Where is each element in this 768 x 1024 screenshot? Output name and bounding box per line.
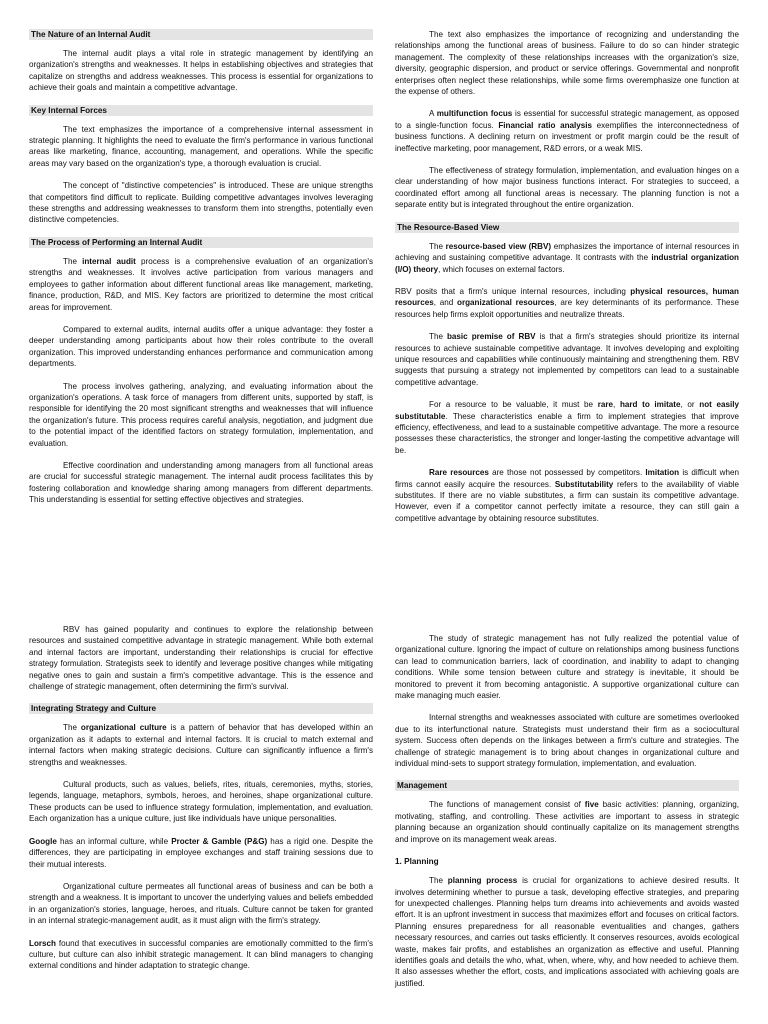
paragraph: The study of strategic management has not fully realized the potential value of organizational culture. Ignoring the impact of culture on relationships among business functions can lead to communication barriers, lack of coordination, and inability to adapt to changing conditions. While some tension between culture and strategy is inevitable, it should be monitored to prevent it from becoming antagonistic. A supportive organizational culture can make managing much easier. <box>395 634 739 701</box>
heading-key-internal-forces: Key Internal Forces <box>29 105 373 116</box>
heading-integrating-strategy-culture: Integrating Strategy and Culture <box>29 703 373 714</box>
paragraph: Internal strengths and weaknesses associated with culture are sometimes overlooked due to its interfunctional nature. Strategists must understand their firm as a sociocultural system. Success often depends on the linkages between a firm's culture and strategies. The challenge of strategic management is to bring about changes in organizational culture and individual mind-sets to support strategy formulation, implementation, and evaluation. <box>395 713 739 769</box>
paragraph: Effective coordination and understanding among managers from all functional areas are crucial for successful strategic management. The internal audit process facilitates this by fostering collaboration and knowledge sharing among managers from different departments. This understanding is essential for setting effective objectives and strategies. <box>29 460 373 505</box>
paragraph: Rare resources are those not possessed by competitors. Imitation is difficult when firms cannot easily acquire the resources. Substitutability refers to the availability of viable substitutes. If there are no viable substitutes, a firm can sustain its competitive advantage. However, even if a competitor cannot perfectly imitate a resource, they can still gain a competitive advantage by obtaining resource substitutes. <box>395 468 739 523</box>
heading-process-internal-audit: The Process of Performing an Internal Audit <box>29 237 373 248</box>
column-bottom-left <box>29 624 373 983</box>
paragraph: The basic premise of RBV is that a firm's strategies should prioritize its internal resources to achieve sustainable competitive advantage. It involves developing and exploiting unique resources and capabilities while continuously maintaining and strengthening them. RBV suggests that pursuing a strategy not implemented by competitors can lead to a sustainable competitive advantage. <box>395 332 740 387</box>
paragraph: The concept of "distinctive competencies" is introduced. These are unique strengths that competitors find difficult to replicate. Building competitive advantages involves leveraging these strengths and addressing weaknesses to transform them into strengths, potentially even distinctive competencies. <box>29 181 373 225</box>
paragraph: For a resource to be valuable, it must be rare, hard to imitate, or not easily substitutable. These characteristics enable a firm to implement strategies that improve efficiency, effectiveness, and lead to a sustainable competitive advantage. The more a resource possesses these characteristics, the stronger and longer-lasting the competitive advantage will be. <box>395 400 740 455</box>
paragraph: The resource-based view (RBV) emphasizes the importance of internal resources in achieving and sustaining competitive advantage. It contrasts with the industrial organization (I/O) theory, which focuses on external factors. <box>395 241 739 274</box>
column-bottom-right <box>395 633 739 1000</box>
column-top-right <box>395 29 739 535</box>
paragraph: Organizational culture permeates all functional areas of business and can be both a strength and a weakness. It is important to uncover the underlying values and beliefs embedded in an organization's stories, language, heroes, and rituals. Culture cannot be taken for granted in an internal strategic-management audit, as it must align with the firm's strategy. <box>29 881 373 926</box>
paragraph: The organizational culture is a pattern of behavior that has developed within an organization as it adapts to external and internal factors. It is crucial to match external and internal factors when making strategic decisions. Culture can significantly influence a firm's strengths and weaknesses. <box>29 723 373 767</box>
paragraph: The effectiveness of strategy formulation, implementation, and evaluation hinges on a clear understanding of how major business functions interact. For strategies to succeed, a coordinated effort among all functional areas is necessary. The planning function is not a separate entity but is integrated throughout the entire organization. <box>395 166 739 210</box>
paragraph: RBV posits that a firm's unique internal resources, including physical resources, human resources, and organizational resources, are key determinants of its performance. These resources help firms exploit opportunities and neutralize threats. <box>395 286 739 319</box>
paragraph: Cultural products, such as values, beliefs, rites, rituals, ceremonies, myths, stories, legends, language, metaphors, symbols, heroes, and heroines, shape organizational culture. These products can be used to influence strategy formulation, implementation, and evaluation. Each organization has a unique culture, just like individuals have unique personalities. <box>29 780 373 824</box>
paragraph: The text also emphasizes the importance of recognizing and understanding the relationships among the functional areas of business. Failure to do so can hinder strategic management. The complexity of these relationships increases with the organization's size, diversity, geographic dispersion, and product or service offerings. Governmental and nonprofit enterprises often neglect these relationships, while some firms overemphasize one function at the expense of others. <box>395 30 739 97</box>
paragraph: Google has an informal culture, while Procter & Gamble (P&G) has a rigid one. Despite the differences, they are participating in employee exchanges and staff training sessions due to their mutual interests. <box>29 836 373 869</box>
heading-nature-internal-audit: The Nature of an Internal Audit <box>29 29 373 40</box>
heading-resource-based-view: The Resource-Based View <box>395 222 739 233</box>
paragraph: Compared to external audits, internal audits offer a unique advantage: they foster a deeper understanding among participants about how their roles contribute to the overall organization. This improved understanding enhances performance and communication among departments. <box>29 324 373 369</box>
paragraph: The planning process is crucial for organizations to achieve desired results. It involves determining whether to pursue a task, developing effective strategies, and preparing for unexpected challenges. Planning helps turn dreams into achievements and avoids wasted effort. It is an upfront investment in success that maximizes effort and focuses on critical factors. Planning ensures preparedness for all reasonable eventualities and changes, gathers necessary resources, and carries out tasks efficiently. It conserves resources, avoids ecological waste, makes fair profits, and establishes an organization as effective and useful. Planning identifies goals and details the who, what, when, where, why, and how needed to achieve them. It also assesses whether the effort, costs, and implications associated with achieving goals are justified. <box>395 876 740 988</box>
paragraph: The internal audit process is a comprehensive evaluation of an organization's strengths and weaknesses. It involves active participation from various managers and employees to gather information about different functional areas like management, marketing, finance, production, R&D, and MIS. Key factors are prioritized to determine the most critical areas for improvement. <box>29 256 373 312</box>
paragraph: RBV has gained popularity and continues to explore the relationship between resources and sustained competitive advantage in strategic management. While both external and internal factors are important, understanding their relationships is crucial for effective strategy formulation. Strategists seek to identify and leverage positive changes while mitigating negative ones to gain and sustain a firm's competitive advantage. This is the essence and challenge of strategic management, often determining the firm's survival. <box>29 625 373 692</box>
heading-planning: 1. Planning <box>395 857 439 867</box>
column-top-left <box>29 29 373 517</box>
paragraph: Lorsch found that executives in successful companies are emotionally committed to the firm's culture, but culture can also inhibit strategic management. It can blind managers to changing external conditions and hinder adaptation to strategic change. <box>29 938 373 971</box>
paragraph: The internal audit plays a vital role in strategic management by identifying an organization's strengths and weaknesses. It helps in establishing objectives and strategies that capitalize on strengths and address weaknesses. This process is essential for organizations to achieve their goals and maintain a competitive advantage. <box>29 49 373 93</box>
paragraph: The functions of management consist of five basic activities: planning, organizing, motivating, staffing, and controlling. These activities are important to assess in strategic planning because an organization should continually capitalize on its management strengths and improve on its management weak areas. <box>395 800 739 844</box>
paragraph: The text emphasizes the importance of a comprehensive internal assessment in strategic planning. It highlights the need to evaluate the firm's performance in various functional areas like marketing, finance, accounting, management, and operations. While the specific areas may vary based on the organization's type, a thorough evaluation is crucial. <box>29 124 373 168</box>
paragraph: A multifunction focus is essential for successful strategic management, as opposed to a single-function focus. Financial ratio analysis exemplifies the interconnectedness of business functions. A declining return on investment or profit margin could be the result of ineffective marketing, poor management, R&D errors, or a weak MIS. <box>395 109 739 153</box>
heading-management: Management <box>395 780 739 791</box>
paragraph: The process involves gathering, analyzing, and evaluating information about the organization's operations. A task force of managers from different units, supported by staff, is responsible for identifying the 20 most significant strengths and weaknesses that will influence the organization's future. This process requires careful analysis, negotiation, and judgment due to the potential impact of the identified factors on strategy formulation, implementation, and evaluation. <box>29 381 373 448</box>
